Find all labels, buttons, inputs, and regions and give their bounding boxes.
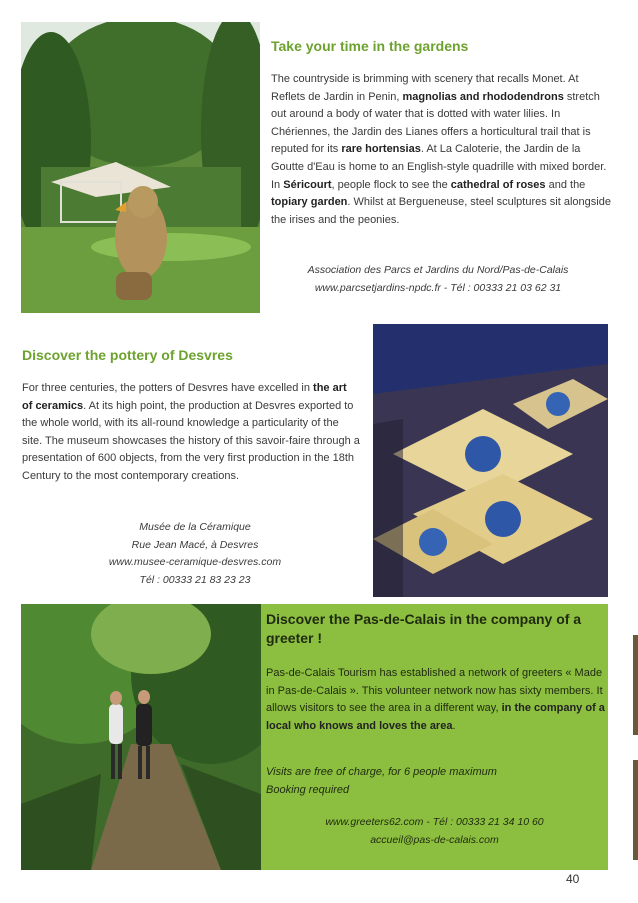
highlight-magnolias: magnolias and rhododendrons — [402, 90, 564, 103]
highlight-roses: cathedral of roses — [450, 178, 546, 191]
page-number: 40 — [566, 872, 580, 886]
museum-website[interactable]: www.musee-ceramique-desvres.com — [108, 556, 282, 569]
text-run: . At La Caloterie, the Jardin de la Goutte d'Eau is home to an English-style quadrille with mixed border. In — [271, 143, 607, 191]
pottery-title: Discover the pottery of Desvres — [22, 347, 233, 363]
garden-photo — [21, 22, 260, 313]
highlight-ceramics: the art of ceramics — [22, 382, 347, 412]
gardens-association: Association des Parcs et Jardins du Nord/Pas-de-Calais — [307, 264, 569, 276]
greeters-note — [266, 764, 606, 799]
free-visits-note: Visits are free of charge, for 6 people maximum — [266, 766, 497, 778]
museum-name: Musée de la Céramique — [139, 521, 251, 533]
museum-address: Rue Jean Macé, à Desvres — [131, 538, 259, 551]
text-run: . — [452, 719, 456, 732]
gardens-title: Take your time in the gardens — [271, 38, 469, 54]
highlight-hortensias: rare hortensias — [341, 143, 421, 156]
text-run: The countryside is brimming with scenery that recalls Monet. At Reflets de Jardin in Penin, — [271, 73, 579, 103]
text-run: . Whilst at Bergueneuse, steel sculptures sit alongside the irises and the peonies. — [271, 196, 611, 226]
booking-note: Booking required — [266, 783, 350, 796]
pottery-paragraph — [22, 380, 360, 486]
pottery-credit — [40, 519, 350, 589]
highlight-local: in the company of a local who knows and loves the area — [266, 702, 605, 732]
edge-mark-top — [633, 635, 638, 735]
highlight-sericourt: Séricourt — [283, 178, 332, 191]
text-run: , people flock to see the — [331, 178, 451, 191]
greeters-forest-photo — [21, 604, 261, 870]
gardens-paragraph — [271, 71, 611, 229]
greeters-credit — [261, 814, 608, 849]
greeters-email[interactable]: accueil@pas-de-calais.com — [370, 833, 499, 846]
text-run: and the — [545, 178, 586, 191]
greeters-website[interactable]: www.greeters62.com - Tél : 00333 21 34 10 60 — [325, 816, 544, 828]
highlight-topiary: topiary garden — [271, 196, 348, 209]
text-run: stretch out around a body of water that is dotted with water lilies. In Chériennes, the Jardin des Lianes offers a horticultural trail that is reputed for its — [271, 90, 600, 156]
text-run: . At its high point, the production at Desvres exported to the whole world, with its all-round knowledge a particularity of the site. The museum showcases the history of this savoir-faire through a presentation of 600 objects, from the very first production in the 18th Century to the most contemporary creations. — [22, 399, 360, 482]
gardens-contact[interactable]: www.parcsetjardins-npdc.fr - Tél : 00333 21 03 62 31 — [314, 281, 562, 294]
greeters-title: Discover the Pas-de-Calais in the company of a greeter ! — [266, 611, 582, 646]
greeters-paragraph — [266, 665, 608, 735]
text-run: For three centuries, the potters of Desvres have excelled in — [22, 382, 314, 394]
text-run: Pas-de-Calais Tourism has established a network of greeters « Made in Pas-de-Calais ». This volunteer network now has sixty members. It allows visitors to see the area in a different way, — [266, 667, 603, 715]
edge-mark-bottom — [633, 760, 638, 860]
greeters-box — [261, 604, 608, 870]
museum-phone: Tél : 00333 21 83 23 23 — [139, 573, 251, 586]
ceramic-tiles-photo — [373, 324, 608, 597]
gardens-credit — [271, 262, 605, 297]
